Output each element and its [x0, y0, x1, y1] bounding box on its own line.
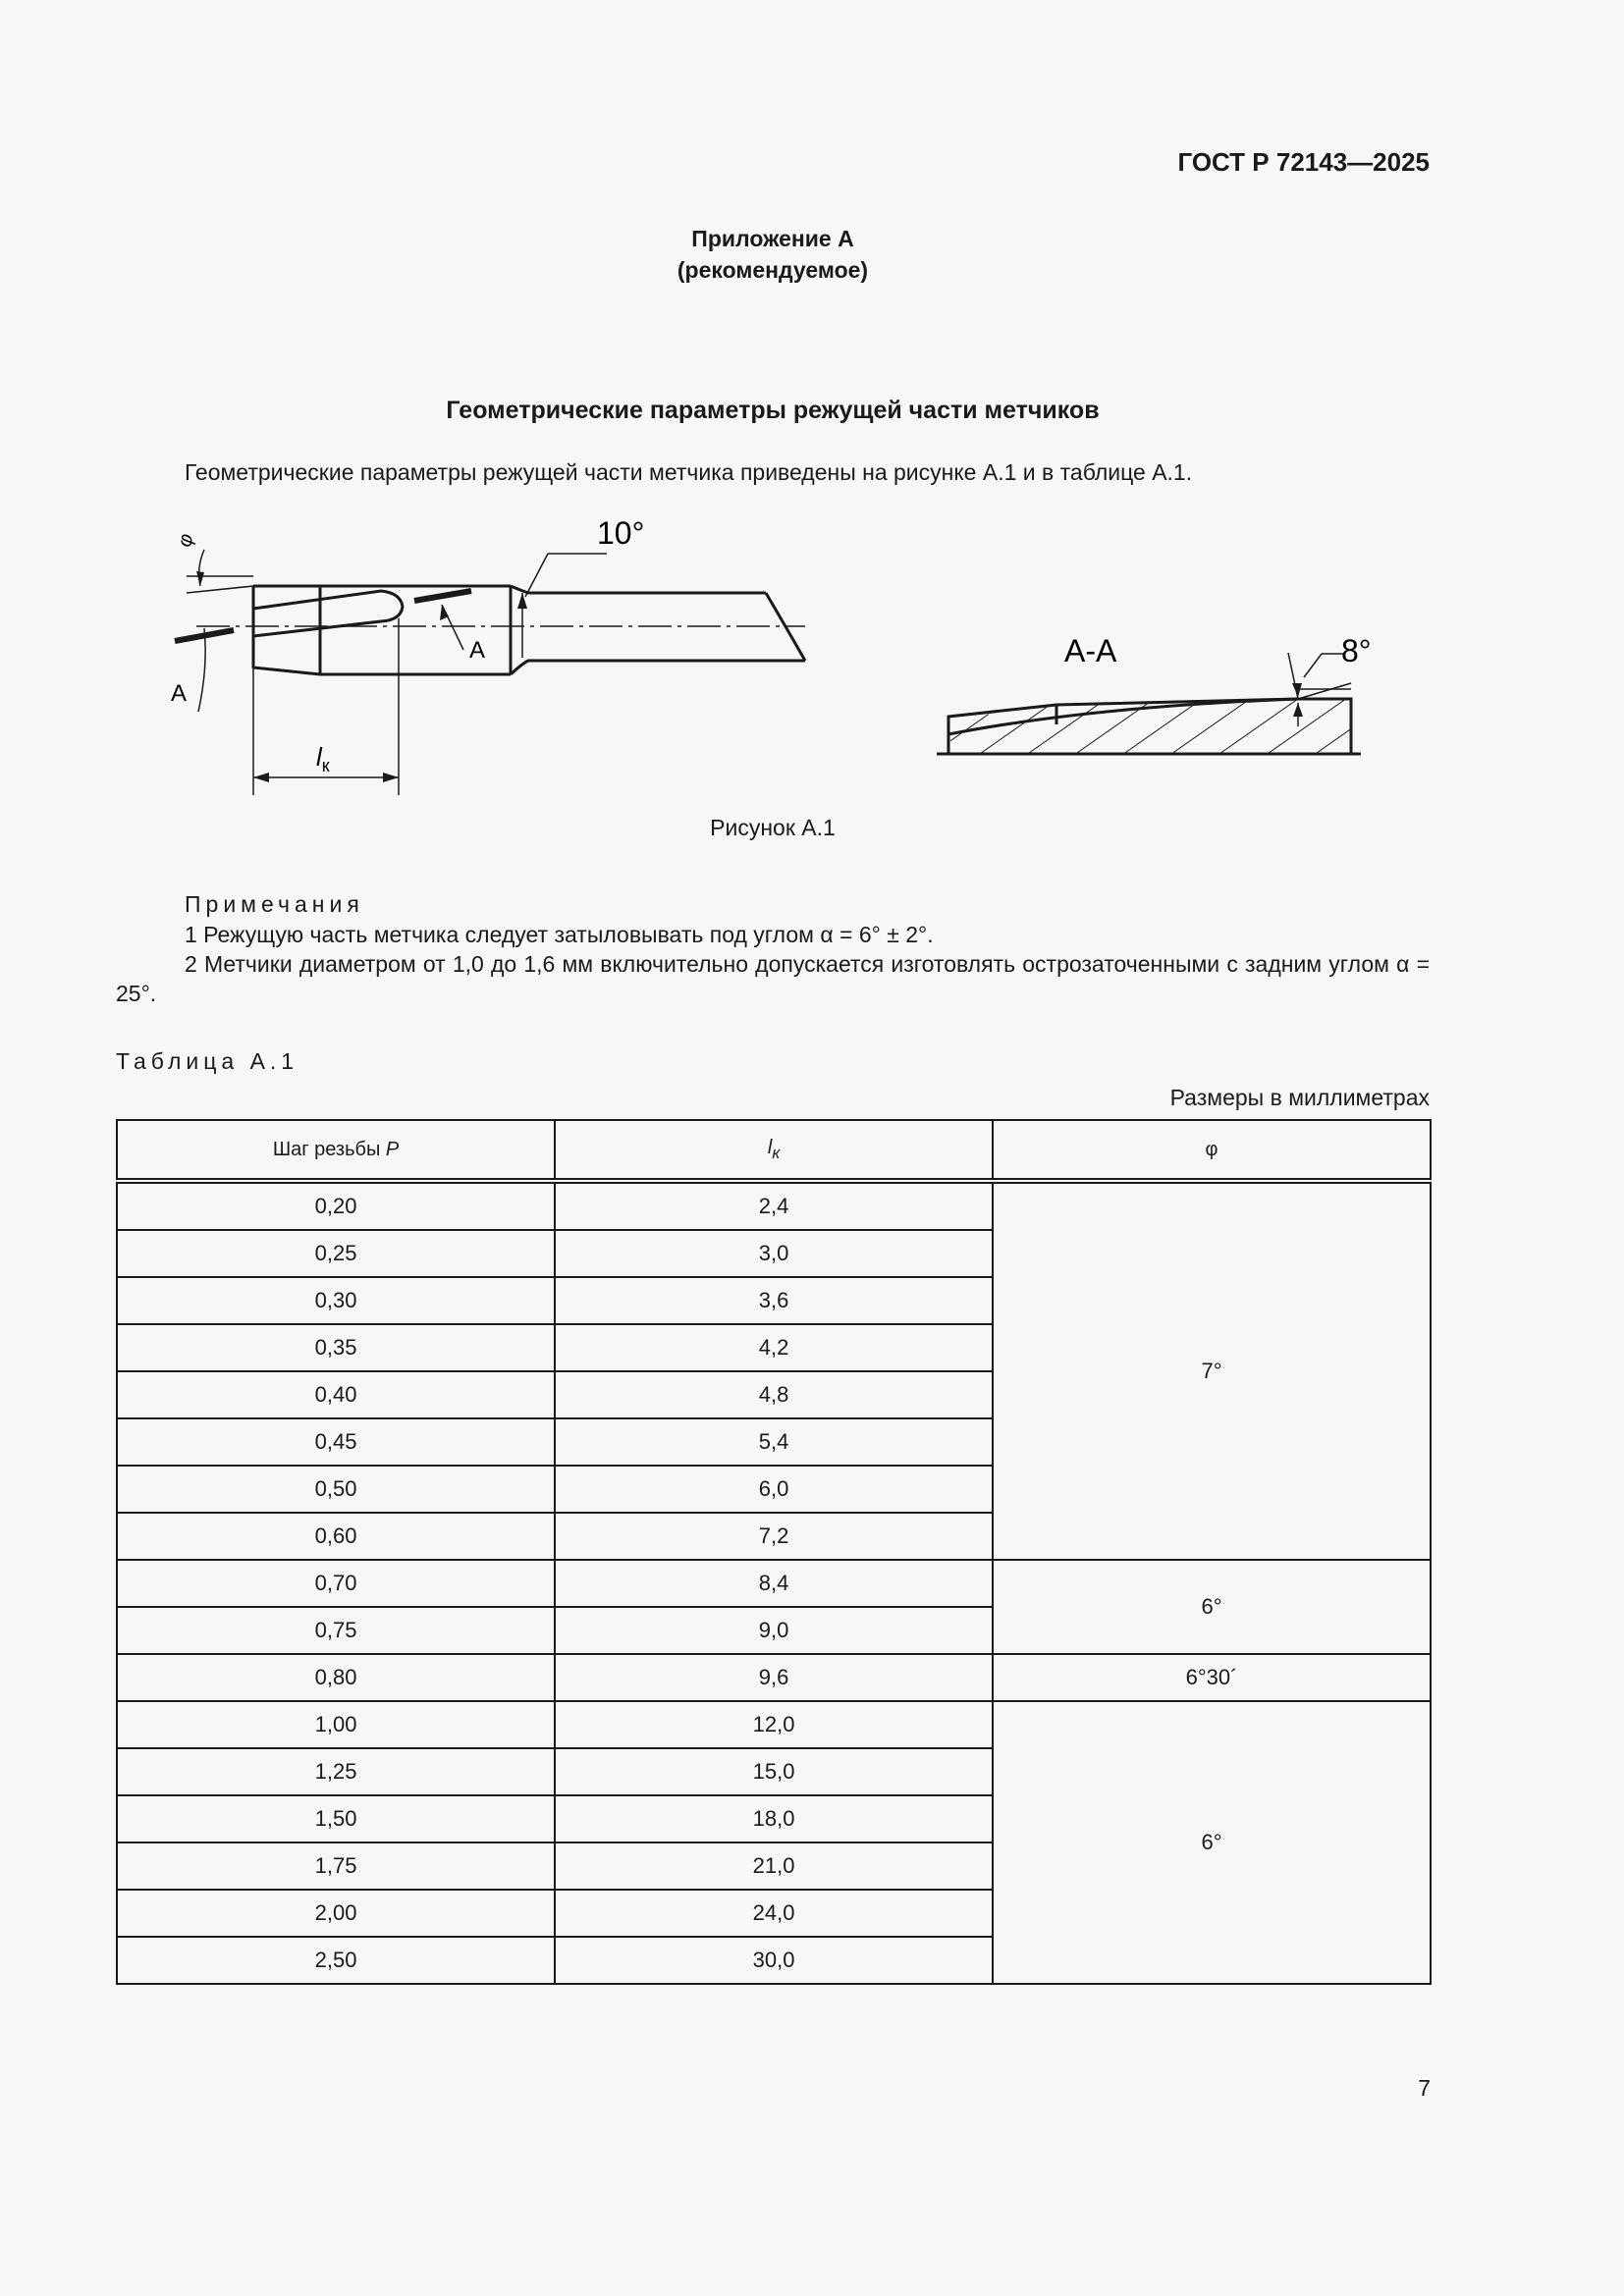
- table-row: 1,25 15,0: [117, 1748, 1431, 1795]
- table-row: 0,35 4,2: [117, 1324, 1431, 1371]
- phi-group-3: 6°30´: [993, 1654, 1431, 1701]
- table-row: 0,45 5,4: [117, 1418, 1431, 1466]
- angle-10-label: 10°: [597, 515, 645, 551]
- document-code: ГОСТ Р 72143—2025: [1177, 147, 1430, 177]
- section-cut-mark-right: [414, 591, 471, 601]
- table-row: 0,40 4,8: [117, 1371, 1431, 1418]
- section-a-a-drawing: [933, 618, 1375, 766]
- page-number: 7: [1418, 2075, 1431, 2101]
- phi-group-1: 7°: [993, 1181, 1431, 1560]
- lk-label: $l_к$: [316, 742, 330, 775]
- table-row: 2,50 30,0: [117, 1937, 1431, 1984]
- phi-group-4: 6°: [993, 1701, 1431, 1984]
- table-row: 0,30 3,6: [117, 1277, 1431, 1324]
- intro-paragraph: Геометрические параметры режущей части метчика приведены на рисунке А.1 и в таблице А.1.: [185, 459, 1193, 485]
- table-row: 2,00 24,0: [117, 1890, 1431, 1937]
- notes-heading: Примечания: [185, 891, 364, 917]
- section-a-label-left: А: [171, 680, 188, 707]
- angle-8-label: 8°: [1341, 633, 1372, 668]
- appendix-subtitle: (рекомендуемое): [677, 257, 869, 283]
- section-a-a-label: А-А: [1064, 633, 1117, 668]
- table-row: 0,80 9,6 6°30´: [117, 1654, 1431, 1701]
- table-label: Таблица А.1: [116, 1048, 299, 1074]
- table-row: 0,70 8,4 6°: [117, 1560, 1431, 1607]
- section-title: Геометрические параметры режущей части метчиков: [446, 397, 1100, 424]
- thread-parameters-table: [116, 1119, 1432, 1985]
- tap-side-view-drawing: [157, 510, 825, 805]
- section-a-label-center: А: [469, 637, 486, 664]
- note-1: 1 Режущую часть метчика следует затыловывать под углом α = 6° ± 2°.: [185, 922, 934, 947]
- appendix-title: Приложение А: [691, 226, 854, 251]
- table-row: 0,25 3,0: [117, 1230, 1431, 1277]
- table-row: 0,75 9,0: [117, 1607, 1431, 1654]
- note-2: 2 Метчики диаметром от 1,0 до 1,6 мм включительно допускается изготовлять острозаточенными с задним углом α = 25°.: [116, 951, 1430, 1006]
- shank-bottom: [511, 661, 805, 674]
- header-lk: $l_к$: [555, 1120, 993, 1181]
- phi-label: φ: [174, 532, 198, 549]
- table-row: 0,50 6,0: [117, 1466, 1431, 1513]
- table-row: 0,20 2,4 7°: [117, 1181, 1431, 1230]
- table-row: 0,60 7,2: [117, 1513, 1431, 1560]
- header-pitch: Шаг резьбы P: [117, 1120, 555, 1181]
- table-row: 1,75 21,0: [117, 1842, 1431, 1890]
- table-units: Размеры в миллиметрах: [1169, 1085, 1430, 1110]
- table-row: 1,50 18,0: [117, 1795, 1431, 1842]
- header-phi: φ: [993, 1120, 1431, 1181]
- shank-top: [511, 586, 766, 593]
- figure-caption: Рисунок А.1: [710, 815, 836, 840]
- tap-flute: [253, 591, 403, 636]
- phi-group-2: 6°: [993, 1560, 1431, 1654]
- table-row: 1,00 12,0 6°: [117, 1701, 1431, 1748]
